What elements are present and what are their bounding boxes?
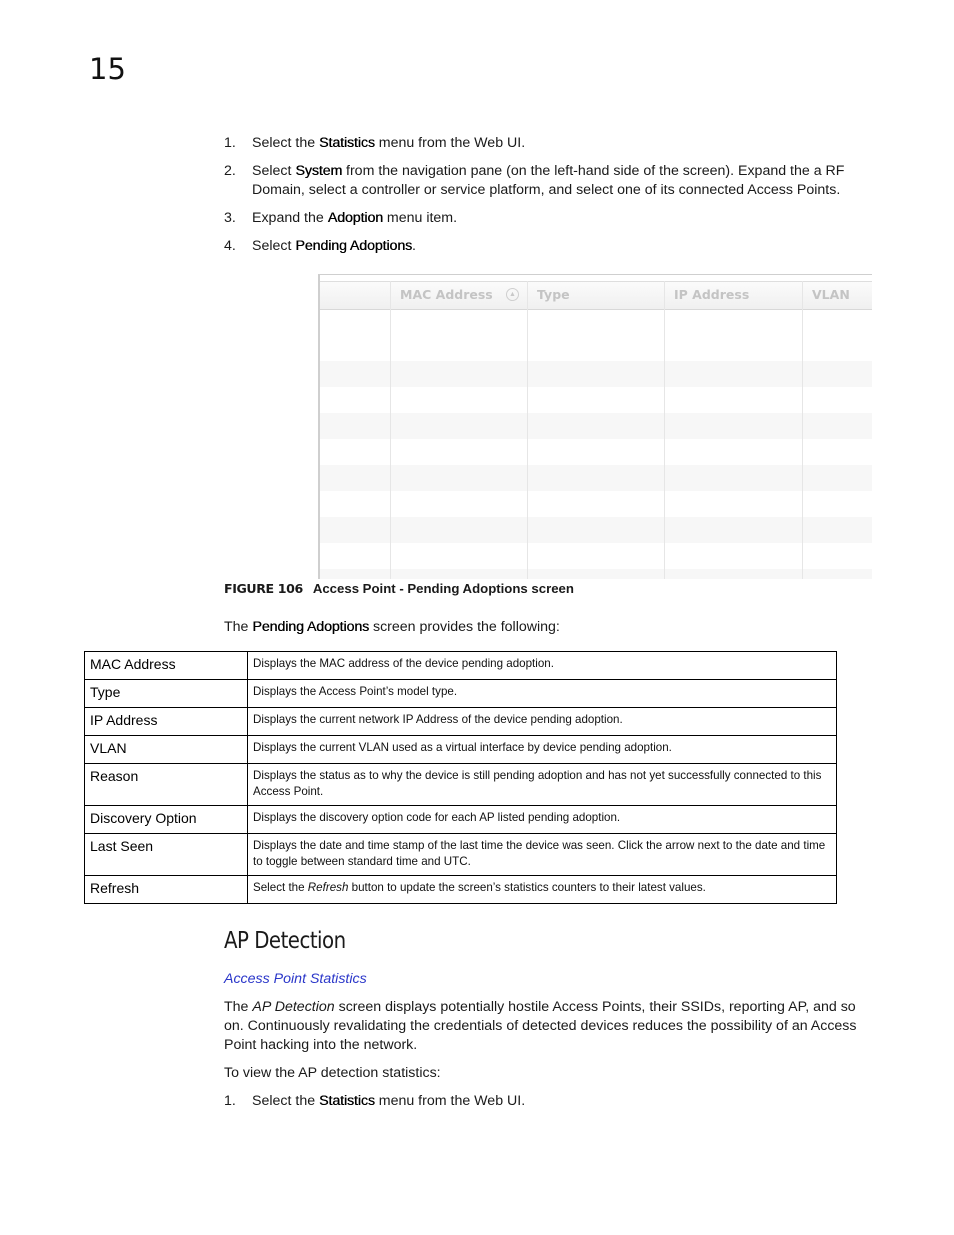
ui-term: Statistics [319, 1093, 375, 1109]
field-description: Displays the discovery option code for each AP listed pending adoption. [248, 806, 837, 834]
figure-caption-text: Access Point - Pending Adoptions screen [312, 581, 574, 596]
ui-term: Statistics [319, 135, 375, 151]
table-row [85, 764, 837, 806]
column-divider [664, 281, 665, 579]
step-number: 1. [224, 135, 236, 151]
field-name: MAC Address [85, 652, 248, 680]
step-number: 2. [224, 163, 236, 179]
column-divider [390, 281, 391, 579]
column-divider [802, 281, 803, 579]
field-name: IP Address [85, 708, 248, 736]
row-band [320, 517, 872, 543]
step-1: 1. Select the Statistics menu from the Web UI. [224, 135, 526, 151]
ui-term: Adoption [327, 210, 383, 226]
column-header-type[interactable]: Type [537, 287, 570, 302]
step-number: 1. [224, 1093, 236, 1109]
step-2: 2. Select System from the navigation pane (on the left-hand side of the screen). Expand the a RF Domain, select a controller or service platform, and select one of its connected Access Points. [224, 163, 845, 198]
field-name: VLAN [85, 736, 248, 764]
row-band [320, 361, 872, 387]
section-paragraph: The AP Detection screen displays potentially hostile Access Points, their SSIDs, reporting AP, and so on. Continuously revalidating the credentials of detected devices reduces the possibility of an Access Point hacking into the network. [224, 999, 857, 1053]
field-description: Displays the current VLAN used as a virtual interface by device pending adoption. [248, 736, 837, 764]
cross-reference-link[interactable]: Access Point Statistics [224, 971, 367, 987]
field-description: Displays the status as to why the device is still pending adoption and has not yet successfully connected to this Access Point. [248, 764, 837, 806]
field-description: Displays the date and time stamp of the last time the device was seen. Click the arrow next to the date and time to toggle between standard time and UTC. [248, 834, 837, 876]
step-4: 4. Select Pending Adoptions. [224, 238, 416, 254]
chapter-number: 15 [89, 52, 126, 86]
table-row [85, 834, 837, 876]
step-number: 4. [224, 238, 236, 254]
ui-term: Pending Adoptions [295, 238, 413, 254]
field-name: Discovery Option [85, 806, 248, 834]
field-description: Select the Refresh button to update the screen’s statistics counters to their latest values. [248, 876, 837, 904]
field-description-table [84, 651, 837, 904]
step-1-ap-detection: 1. Select the Statistics menu from the Web UI. [224, 1093, 526, 1109]
table-row [85, 708, 837, 736]
field-name: Reason [85, 764, 248, 806]
column-divider [527, 281, 528, 579]
column-header-ip-address[interactable]: IP Address [674, 287, 750, 302]
table-row [85, 680, 837, 708]
field-description: Displays the Access Point’s model type. [248, 680, 837, 708]
row-band [320, 465, 872, 491]
field-description: Displays the MAC address of the device pending adoption. [248, 652, 837, 680]
table-row [85, 652, 837, 680]
column-header-vlan[interactable]: VLAN [812, 287, 850, 302]
ui-term: Pending Adoptions [252, 619, 370, 635]
row-band [320, 413, 872, 439]
field-name: Last Seen [85, 834, 248, 876]
column-header-mac-address[interactable]: MAC Address [400, 287, 493, 302]
sort-icon[interactable]: ▲ [506, 288, 519, 301]
field-name: Type [85, 680, 248, 708]
row-band [320, 569, 872, 579]
field-description: Displays the current network IP Address of the device pending adoption. [248, 708, 837, 736]
step-3: 3. Expand the Adoption menu item. [224, 210, 458, 226]
step-number: 3. [224, 210, 236, 226]
field-name: Refresh [85, 876, 248, 904]
figure-label: FIGURE 106 [224, 581, 303, 596]
ui-term: System [295, 163, 343, 179]
table-row [85, 736, 837, 764]
pending-adoptions-screenshot [318, 274, 872, 579]
table-row [85, 876, 837, 904]
section-heading: AP Detection [224, 928, 346, 954]
figure-caption [224, 581, 574, 596]
intro-paragraph: The Pending Adoptions screen provides the following: [224, 619, 560, 635]
table-row [85, 806, 837, 834]
lead-in-text: To view the AP detection statistics: [224, 1065, 441, 1081]
